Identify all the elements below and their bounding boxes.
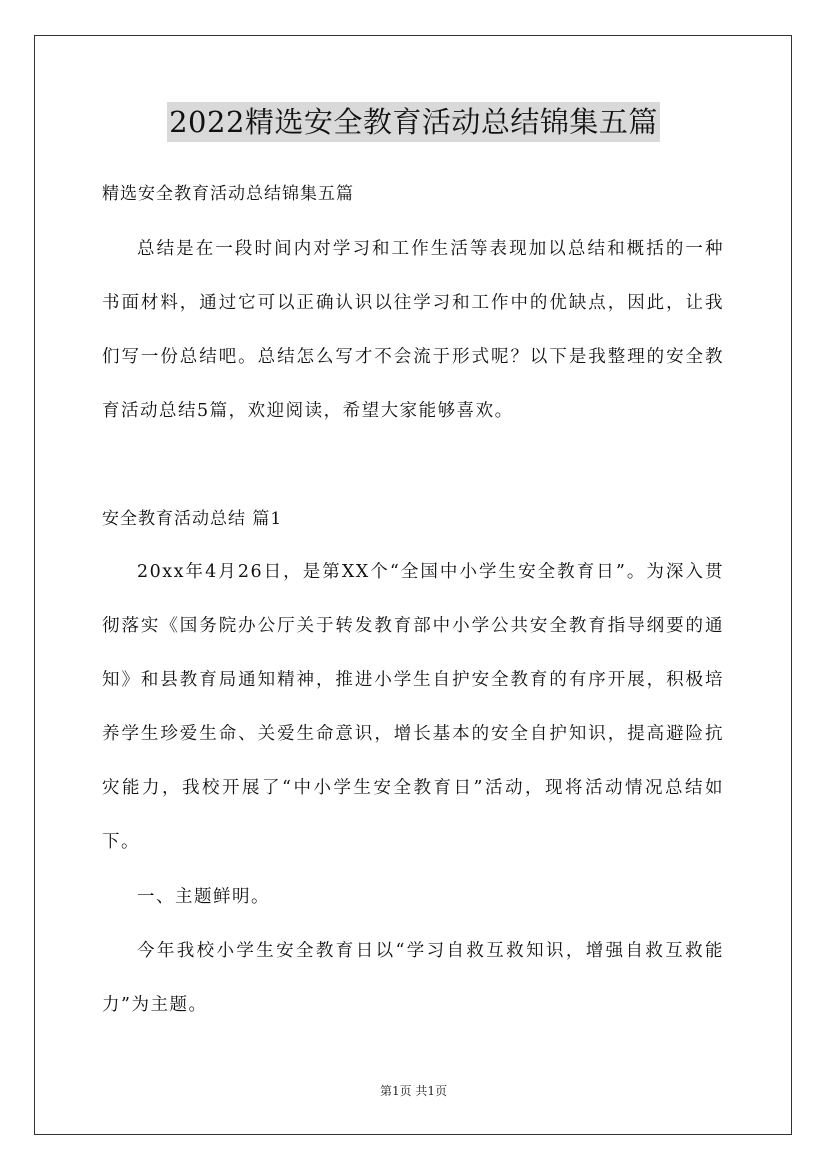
point-one-paragraph: 今年我校小学生安全教育日以“学习自救互救知识，增强自救互救能力”为主题。 [102, 941, 724, 1015]
document-subtitle: 精选安全教育活动总结锦集五篇 [102, 184, 354, 204]
section-paragraph: 20xx年4月26日，是第XX个“全国中小学生安全教育日”。为深入贯彻落实《国务院办公厅关于转发教育部中小学公共安全教育指导纲要的通知》和县教育局通知精神，推进小学生自护安全教育的有序开展，积极培养学生珍爱生命、关爱生命意识，增长基本的安全自护知识，提高避险抗灾能力，我校开展了“中小学生安全教育日”活动，现将活动情况总结如下。 [102, 562, 724, 852]
intro-paragraph: 总结是在一段时间内对学习和工作生活等表现加以总结和概括的一种书面材料，通过它可以正确认识以往学习和工作中的优缺点，因此，让我们写一份总结吧。总结怎么写才不会流于形式呢？以下是我整理的安全教育活动总结5篇，欢迎阅读，希望大家能够喜欢。 [102, 239, 724, 421]
point-one-heading: 一、主题鲜明。 [137, 887, 270, 907]
document-title: 2022精选安全教育活动总结锦集五篇 [167, 102, 660, 142]
title-container [0, 102, 827, 142]
section-heading: 安全教育活动总结 篇1 [102, 509, 283, 529]
page-footer: 第1页 共1页 [379, 1084, 448, 1098]
